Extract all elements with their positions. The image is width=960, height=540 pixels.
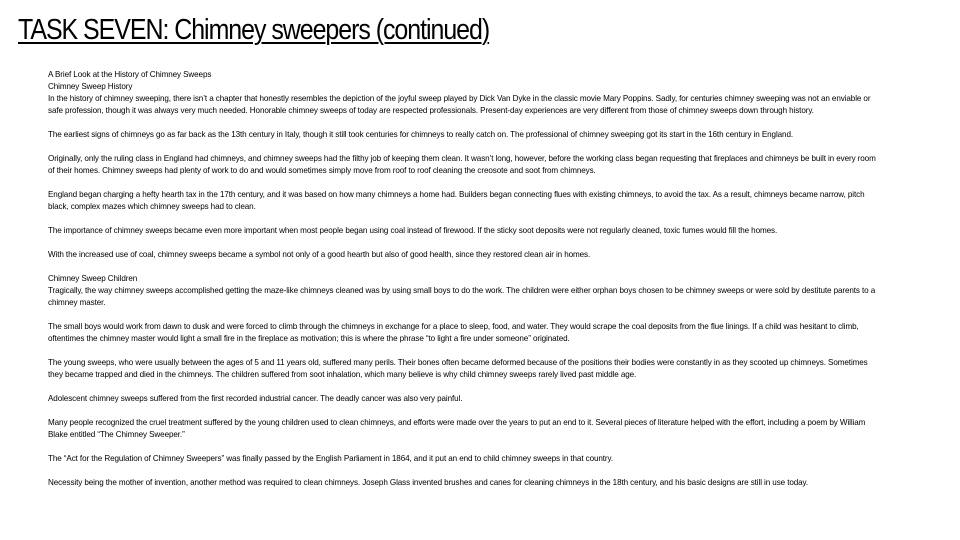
document-body	[48, 69, 884, 501]
paragraph: Tragically, the way chimney sweeps accomplished getting the maze-like chimneys cleaned was by using small boys to do the work. The children were either orphan boys chosen to be chimney sweeps or were sold by destitute parents to a chimney master.	[48, 286, 876, 307]
section-heading-history: Chimney Sweep History	[48, 82, 133, 91]
paragraph: The importance of chimney sweeps became even more important when most people began using coal instead of firewood. If the sticky soot deposits were not regularly cleaned, toxic fumes would fill the homes.	[48, 226, 778, 235]
paragraph: With the increased use of coal, chimney sweeps became a symbol not only of a good hearth but also of good health, since they restored clean air in homes.	[48, 250, 591, 259]
paragraph: Adolescent chimney sweeps suffered from the first recorded industrial cancer. The deadly cancer was also very painful.	[48, 394, 463, 403]
paragraph: England began charging a hefty hearth tax in the 17th century, and it was based on how many chimneys a home had. Builders began connecting flues with existing chimneys, to avoid the tax. As a result, chimneys became narrow, pitch black, complex mazes which chimney sweeps had to clean.	[48, 190, 865, 211]
paragraph: The young sweeps, who were usually between the ages of 5 and 11 years old, suffered many perils. Their bones often became deformed because of the positions their bodies were constantly in as they scooted up chimneys. Sometimes they became trapped and died in the chimneys. The children suffered from soot inhalation, which many believe is why child chimney sweeps rarely lived past middle age.	[48, 358, 868, 379]
paragraph: In the history of chimney sweeping, there isn’t a chapter that honestly resembles the depiction of the joyful sweep played by Dick Van Dyke in the classic movie Mary Poppins. Sadly, for centuries chimney sweeping was not an enviable or safe profession, though it was always very much needed. Honorable chimney sweeps of today are respected professionals. Present-day experiences are very different from those of chimney sweeps down through history.	[48, 94, 871, 115]
paragraph: Many people recognized the cruel treatment suffered by the young children used to clean chimneys, and efforts were made over the years to put an end to it. Several pieces of literature helped with the effort, including a poem by William Blake entitled “The Chimney Sweeper.”	[48, 418, 866, 439]
paragraph: The “Act for the Regulation of Chimney Sweepers” was finally passed by the English Parliament in 1864, and it put an end to child chimney sweeps in that country.	[48, 454, 614, 463]
section-heading-children: Chimney Sweep Children	[48, 274, 138, 283]
paragraph: The small boys would work from dawn to dusk and were forced to climb through the chimneys in exchange for a place to sleep, food, and water. They would scrape the coal deposits from the flue linings. If a child was hesitant to climb, oftentimes the chimney master would light a small fire in the fireplace as motivation; this is where the phrase “to light a fire under someone” originated.	[48, 322, 859, 343]
page-title: TASK SEVEN: Chimney sweepers (continued)	[18, 14, 490, 46]
paragraph: Necessity being the mother of invention, another method was required to clean chimneys. Joseph Glass invented brushes and canes for cleaning chimneys in the 18th century, and his basic designs are still in use today.	[48, 478, 809, 487]
paragraph: The earliest signs of chimneys go as far back as the 13th century in Italy, though it still took centuries for chimneys to really catch on. The professional of chimney sweeping got its start in the 16th century in England.	[48, 130, 794, 139]
paragraph: Originally, only the ruling class in England had chimneys, and chimney sweeps had the filthy job of keeping them clean. It wasn’t long, however, before the working class began requesting that fireplaces and chimneys be built in every room of their homes. Chimney sweeps had plenty of work to do and would sometimes simply move from roof to roof cleaning the creosote and soot from chimneys.	[48, 154, 876, 175]
article-heading: A Brief Look at the History of Chimney Sweeps	[48, 70, 212, 79]
